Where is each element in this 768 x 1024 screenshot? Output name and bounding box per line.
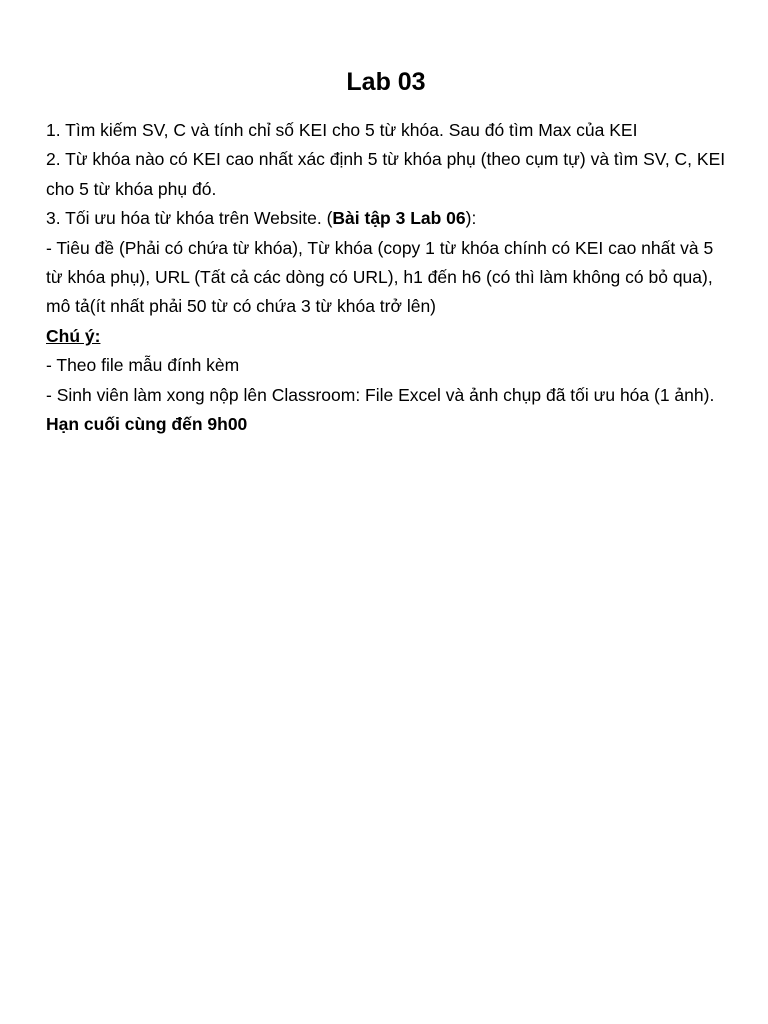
document-body [46,116,726,439]
note-line-2 [46,381,726,440]
page-title: Lab 03 [346,68,426,96]
deadline-text: Hạn cuối cùng đến 9h00 [46,414,248,435]
task-item-3-prefix: 3. Tối ưu hóa từ khóa trên Website. ( [46,208,333,229]
task-item-3-detail: - Tiêu đề (Phải có chứa từ khóa), Từ khóa (copy 1 từ khóa chính có KEI cao nhất và 5 từ khóa phụ), URL (Tất cả các dòng có URL), h1 đến h6 (có thì làm không có bỏ qua), mô tả(ít nhất phải 50 từ có chứa 3 từ khóa trở lên) [46,237,714,317]
note-line-2-text: - Sinh viên làm xong nộp lên Classroom: File Excel và ảnh chụp đã tối ưu hóa (1 ảnh). [46,384,715,405]
note-line-1: - Theo file mẫu đính kèm [46,355,240,376]
note-heading-text: Chú ý: [46,325,101,346]
task-item-1: 1. Tìm kiếm SV, C và tính chỉ số KEI cho 5 từ khóa. Sau đó tìm Max của KEI [46,120,638,140]
task-item-2: 2. Từ khóa nào có KEI cao nhất xác định 5 từ khóa phụ (theo cụm tự) và tìm SV, C, KEI cho 5 từ khóa phụ đó. [46,149,726,199]
note-heading [46,322,726,351]
document-page [46,66,726,439]
task-item-3 [46,204,726,233]
task-item-3-suffix: ): [465,208,477,229]
task-item-3-reference: Bài tập 3 Lab 06 [332,208,466,229]
